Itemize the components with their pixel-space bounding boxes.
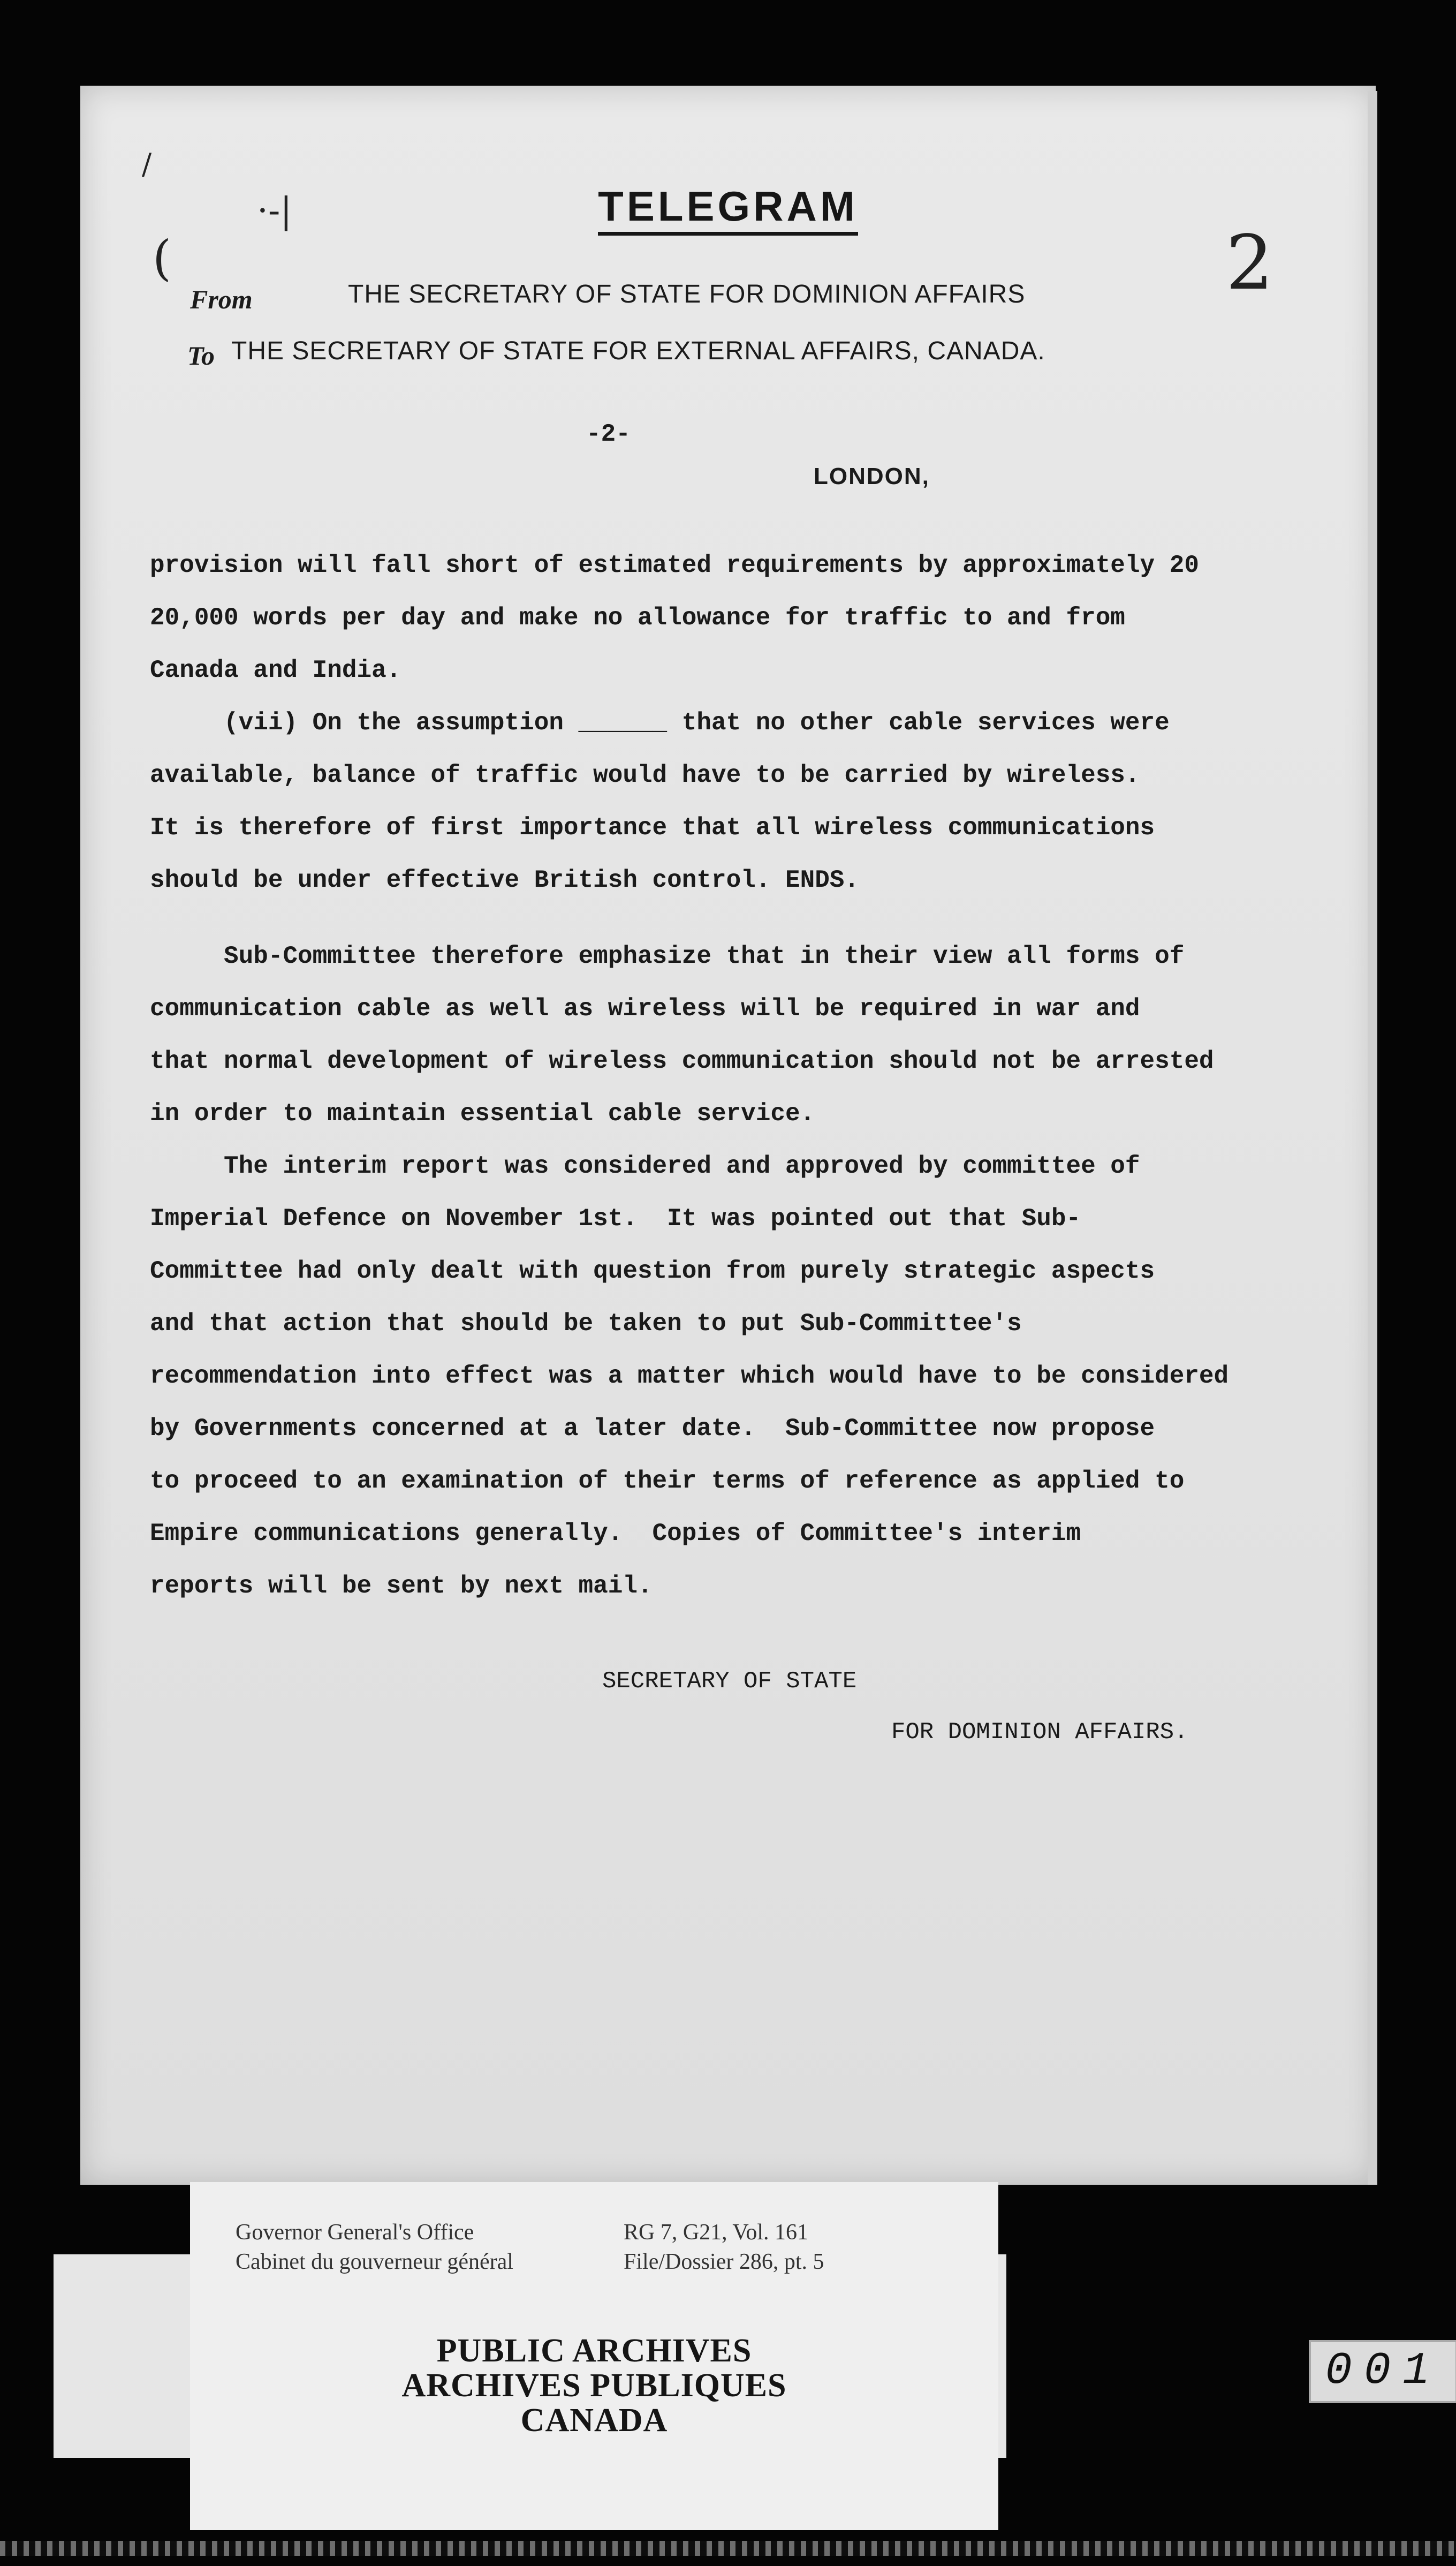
body-line: communication cable as well as wireless will be required in war and <box>150 995 1140 1023</box>
body-line: Imperial Defence on November 1st. It was pointed out that Sub- <box>150 1205 1081 1233</box>
handwritten-mark: 2 <box>1226 220 1274 307</box>
archive-stamp-line-1: PUBLIC ARCHIVES <box>436 2333 752 2369</box>
body-line: in order to maintain essential cable service. <box>150 1100 815 1128</box>
body-line: by Governments concerned at a later date. Sub-Committee now propose <box>150 1415 1155 1443</box>
page-number: -2- <box>586 420 631 448</box>
body-line: should be under effective British control. ENDS. <box>150 866 860 894</box>
body-line: recommendation into effect was a matter which would have to be considered <box>150 1362 1229 1390</box>
from-text: THE SECRETARY OF STATE FOR DOMINION AFFAIRS <box>348 280 1026 308</box>
office-french: Cabinet du gouverneur général <box>236 2250 513 2274</box>
telegram-page <box>80 86 1376 2185</box>
body-line: (vii) On the assumption ______ that no other cable services were <box>150 709 1170 737</box>
office-english: Governor General's Office <box>236 2220 474 2245</box>
body-line: that normal development of wireless communication should not be arrested <box>150 1047 1214 1075</box>
to-text: THE SECRETARY OF STATE FOR EXTERNAL AFFAIRS, CANADA. <box>231 337 1045 365</box>
body-line: available, balance of traffic would have to be carried by wireless. <box>150 761 1140 789</box>
handwritten-mark: ·-| <box>257 190 292 231</box>
body-line: Committee had only dealt with question from purely strategic aspects <box>150 1257 1155 1285</box>
body-line: reports will be sent by next mail. <box>150 1572 653 1600</box>
from-label: From <box>190 284 253 314</box>
body-line: Empire communications generally. Copies of Committee's interim <box>150 1520 1081 1548</box>
body-line: Sub-Committee therefore emphasize that in their view all forms of <box>150 942 1185 970</box>
paper-edge <box>1368 91 1377 2185</box>
archive-stamp-line-3: CANADA <box>520 2402 668 2439</box>
archive-stamp-line-2: ARCHIVES PUBLIQUES <box>401 2367 787 2404</box>
film-sprocket-strip <box>0 2541 1456 2556</box>
body-line: It is therefore of first importance that all wireless communications <box>150 814 1155 842</box>
body-line: The interim report was considered and approved by committee of <box>150 1152 1140 1180</box>
body-line: provision will fall short of estimated requirements by approximately 20 <box>150 552 1199 579</box>
body-line: to proceed to an examination of their terms of reference as applied to <box>150 1467 1185 1495</box>
document-title <box>80 182 1376 231</box>
body-line: Canada and India. <box>150 656 401 684</box>
title-text: TELEGRAM <box>598 183 858 236</box>
to-label: To <box>187 341 215 371</box>
frame-number: 001 <box>1309 2340 1456 2403</box>
signature-line-2: FOR DOMINION AFFAIRS. <box>891 1719 1188 1746</box>
record-group-reference: RG 7, G21, Vol. 161 <box>624 2220 809 2245</box>
body-line: 20,000 words per day and make no allowance for traffic to and from <box>150 604 1125 632</box>
handwritten-mark: ( <box>153 230 172 286</box>
file-reference: File/Dossier 286, pt. 5 <box>624 2250 824 2274</box>
body-line: and that action that should be taken to put Sub-Committee's <box>150 1310 1022 1338</box>
signature-line-1: SECRETARY OF STATE <box>602 1668 857 1695</box>
handwritten-mark: / <box>142 147 152 181</box>
place-of-origin: LONDON, <box>814 463 930 489</box>
